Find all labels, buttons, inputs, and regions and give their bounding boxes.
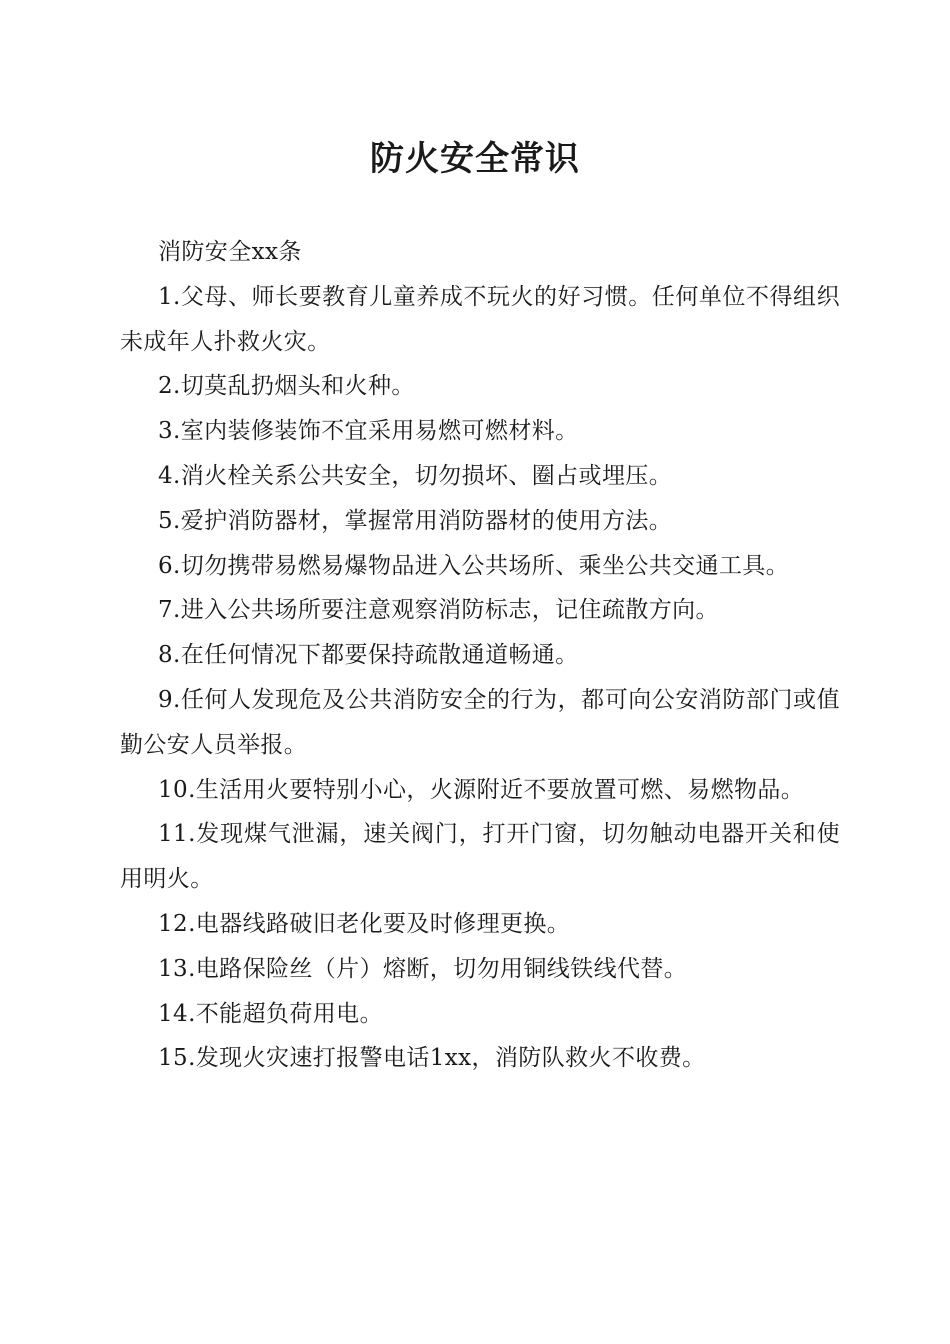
rule-item-4: 4.消火栓关系公共安全，切勿损坏、圈占或埋压。: [158, 462, 673, 489]
rule-item-3: 3.室内装修装饰不宜采用易燃可燃材料。: [158, 418, 579, 445]
rule-item-14: 14.不能超负荷用电。: [158, 1000, 383, 1027]
rule-item-10: 10.生活用火要特别小心，火源附近不要放置可燃、易燃物品。: [158, 776, 805, 803]
rule-item-2: 2.切莫乱扔烟头和火种。: [158, 373, 415, 400]
rule-item-15: 15.发现火灾速打报警电话1xx，消防队救火不收费。: [158, 1045, 706, 1072]
rule-item-7: 7.进入公共场所要注意观察消防标志，记住疏散方向。: [158, 597, 719, 624]
document-body: [120, 230, 840, 1081]
rule-item-6: 6.切勿携带易燃易爆物品进入公共场所、乘坐公共交通工具。: [158, 552, 790, 579]
rule-item-5: 5.爱护消防器材，掌握常用消防器材的使用方法。: [158, 507, 673, 534]
section-heading: 消防安全xx条: [158, 239, 302, 265]
rule-item-12: 12.电器线路破旧老化要及时修理更换。: [158, 910, 571, 937]
rule-item-11: 11.发现煤气泄漏，速关阀门，打开门窗，切勿触动电器开关和使用明火。: [120, 821, 840, 893]
rule-item-8: 8.在任何情况下都要保持疏散通道畅通。: [158, 642, 579, 669]
rule-item-9: 9.任何人发现危及公共消防安全的行为，都可向公安消防部门或值勤公安人员举报。: [120, 686, 840, 758]
rule-item-1: 1.父母、师长要教育儿童养成不玩火的好习惯。任何单位不得组织未成年人扑救火灾。: [120, 283, 840, 355]
rule-item-13: 13.电路保险丝（片）熔断，切勿用铜线铁线代替。: [158, 955, 688, 982]
page-title: 防火安全常识: [370, 139, 580, 179]
